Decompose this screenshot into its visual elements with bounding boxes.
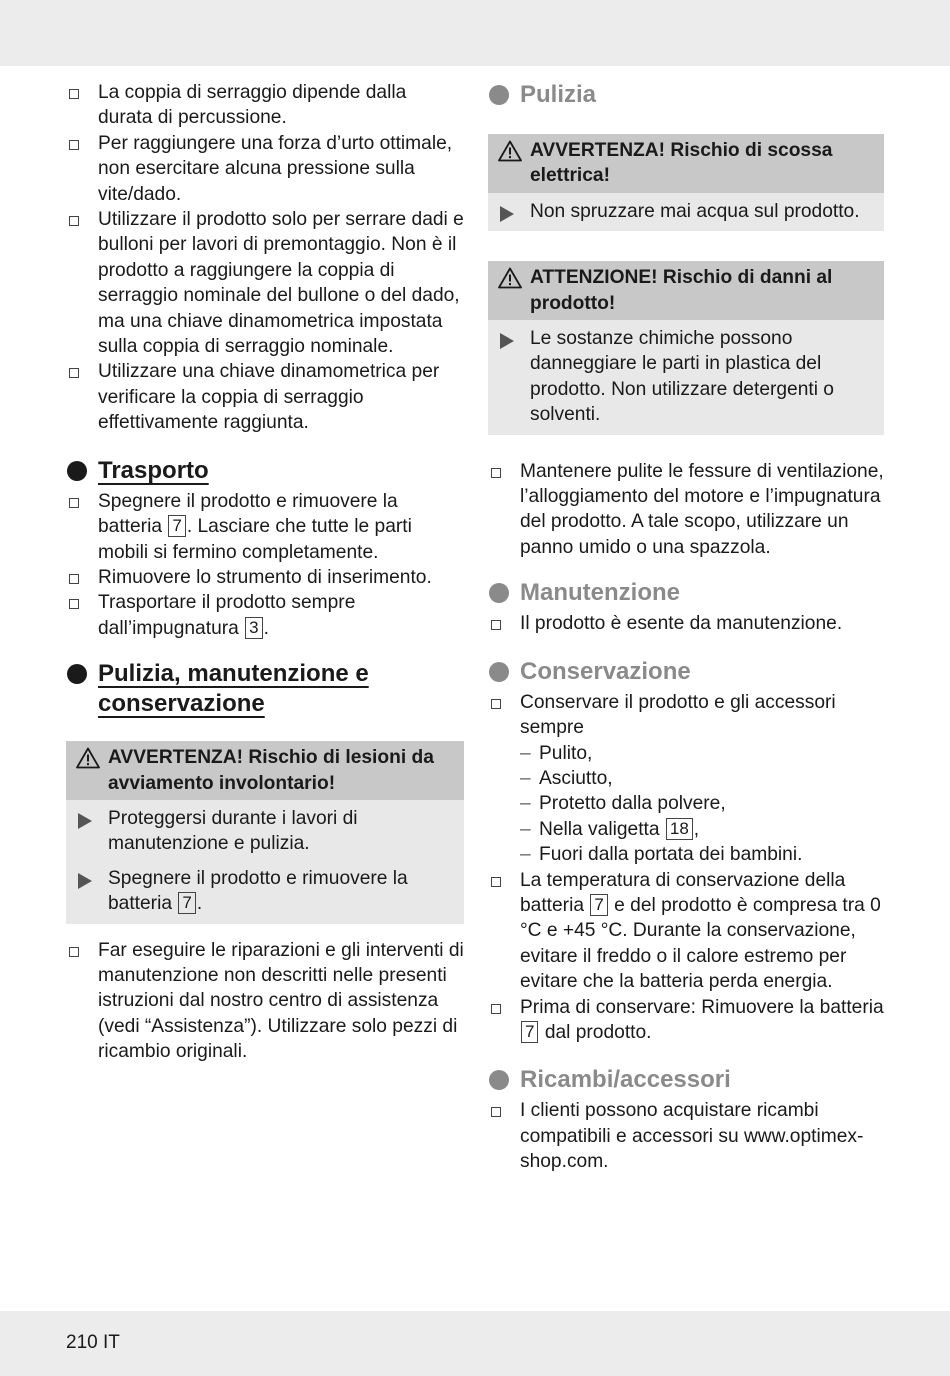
bullet-dot-icon	[489, 662, 509, 682]
checkbox-bullet-icon	[69, 947, 79, 957]
checkbox-bullet-icon	[69, 216, 79, 226]
warning-box-lesioni	[66, 741, 464, 923]
checkbox-bullet-icon	[69, 574, 79, 584]
warning-item: Proteggersi durante i lavori di manutenzione e pulizia.	[66, 800, 464, 860]
warning-item: Spegnere il prodotto e rimuovere la batteria 7 .	[66, 860, 464, 920]
section-heading-conservazione: Conservazione	[488, 657, 884, 687]
arrow-right-icon	[500, 333, 514, 349]
list-item: La coppia di serraggio dipende dalla durata di percussione.	[66, 80, 464, 131]
warning-title: ATTENZIONE! Rischio di danni al prodotto!	[488, 261, 884, 320]
section-heading-ricambi: Ricambi/accessori	[488, 1065, 884, 1095]
arrow-right-icon	[500, 206, 514, 222]
list-item: Far eseguire le riparazioni e gli interventi di manutenzione non descritti nelle presenti istruzioni dal nostro centro di assistenza (vedi “Assistenza”). Utilizzare solo pezzi di ricambio originali.	[66, 938, 464, 1065]
list-item: Il prodotto è esente da manutenzione.	[488, 611, 884, 636]
conservazione-list	[488, 690, 884, 1046]
warning-title: AVVERTENZA! Rischio di lesioni da avviamento involontario!	[66, 741, 464, 800]
list-item: La temperatura di conservazione della batteria 7 e del prodotto è compresa tra 0 °C e +45 °C. Durante la conservazione, evitare il freddo o il calore estremo per evitare che la batteria perda energia.	[488, 868, 884, 995]
pulizia-main-list	[66, 938, 464, 1065]
list-item: Spegnere il prodotto e rimuovere la batteria 7 . Lasciare che tutte le parti mobili si fermino completamente.	[66, 489, 464, 565]
bullet-dot-icon	[489, 583, 509, 603]
bullet-dot-icon	[489, 1070, 509, 1090]
intro-list	[66, 80, 464, 436]
checkbox-bullet-icon	[491, 1107, 501, 1117]
warning-title: AVVERTENZA! Rischio di scossa elettrica!	[488, 134, 884, 193]
list-item: Utilizzare una chiave dinamometrica per verificare la coppia di serraggio effettivamente raggiunta.	[66, 359, 464, 435]
warning-triangle-icon	[498, 140, 522, 162]
manutenzione-list	[488, 611, 884, 636]
warning-box-danni	[488, 261, 884, 434]
warning-triangle-icon	[76, 747, 100, 769]
right-column	[488, 80, 884, 1175]
section-heading-trasporto: Trasporto	[66, 456, 464, 486]
checkbox-bullet-icon	[69, 140, 79, 150]
conservazione-sublist	[520, 741, 884, 868]
checkbox-bullet-icon	[69, 368, 79, 378]
part-reference: 7	[168, 515, 185, 537]
part-reference: 7	[521, 1021, 538, 1043]
checkbox-bullet-icon	[69, 89, 79, 99]
page-number: 210 IT	[66, 1332, 120, 1353]
list-item: Conservare il prodotto e gli accessori sempre – Pulito, – Asciutto, – Protetto dalla polvere, – Nella valigetta 18 , – Fuori dalla portata dei bambini.	[488, 690, 884, 868]
checkbox-bullet-icon	[491, 699, 501, 709]
sublist-item: – Protetto dalla polvere,	[520, 793, 726, 815]
ricambi-list	[488, 1098, 884, 1174]
section-heading-manutenzione: Manutenzione	[488, 578, 884, 608]
bullet-dot-icon	[67, 461, 87, 481]
arrow-right-icon	[78, 813, 92, 829]
checkbox-bullet-icon	[69, 599, 79, 609]
part-reference: 3	[245, 617, 262, 639]
warning-item: Non spruzzare mai acqua sul prodotto.	[488, 193, 884, 227]
section-heading-pulizia: Pulizia	[488, 80, 884, 110]
header-band	[0, 0, 950, 66]
sublist-item: – Asciutto,	[520, 767, 613, 789]
list-item: Utilizzare il prodotto solo per serrare dadi e bulloni per lavori di premontaggio. Non è il prodotto a raggiungere la coppia di serraggio nominale del bullone o del dado, ma una chiave dinamometrica impostata sulla coppia di serraggio nominale.	[66, 207, 464, 359]
checkbox-bullet-icon	[491, 468, 501, 478]
footer-band	[0, 1311, 950, 1376]
part-reference: 7	[178, 892, 195, 914]
warning-box-scossa	[488, 134, 884, 231]
bullet-dot-icon	[489, 85, 509, 105]
warning-triangle-icon	[498, 267, 522, 289]
part-reference: 18	[666, 818, 693, 840]
trasporto-list	[66, 489, 464, 641]
bullet-dot-icon	[67, 664, 87, 684]
checkbox-bullet-icon	[491, 877, 501, 887]
left-column	[66, 80, 464, 1065]
list-item: I clienti possono acquistare ricambi compatibili e accessori su www.optimex-shop.com.	[488, 1098, 884, 1174]
list-item: Mantenere pulite le fessure di ventilazione, l’alloggiamento del motore e l’impugnatura del prodotto. A tale scopo, utilizzare un panno umido o una spazzola.	[488, 459, 884, 561]
section-heading-pulizia-manutenzione: Pulizia, manutenzione e conservazione	[66, 659, 464, 719]
sublist-item: – Nella valigetta 18 ,	[520, 818, 700, 840]
checkbox-bullet-icon	[491, 1004, 501, 1014]
checkbox-bullet-icon	[491, 620, 501, 630]
warning-item: Le sostanze chimiche possono danneggiare le parti in plastica del prodotto. Non utilizzare detergenti o solventi.	[488, 320, 884, 431]
list-item: Per raggiungere una forza d’urto ottimale, non esercitare alcuna pressione sulla vite/dado.	[66, 131, 464, 207]
list-item: Prima di conservare: Rimuovere la batteria 7 dal prodotto.	[488, 995, 884, 1046]
checkbox-bullet-icon	[69, 498, 79, 508]
list-item: Trasportare il prodotto sempre dall’impugnatura 3 .	[66, 590, 464, 641]
pulizia-list	[488, 459, 884, 561]
sublist-item: – Fuori dalla portata dei bambini.	[520, 844, 803, 866]
arrow-right-icon	[78, 873, 92, 889]
list-item: Rimuovere lo strumento di inserimento.	[66, 565, 464, 590]
sublist-item: – Pulito,	[520, 742, 593, 764]
part-reference: 7	[590, 894, 607, 916]
